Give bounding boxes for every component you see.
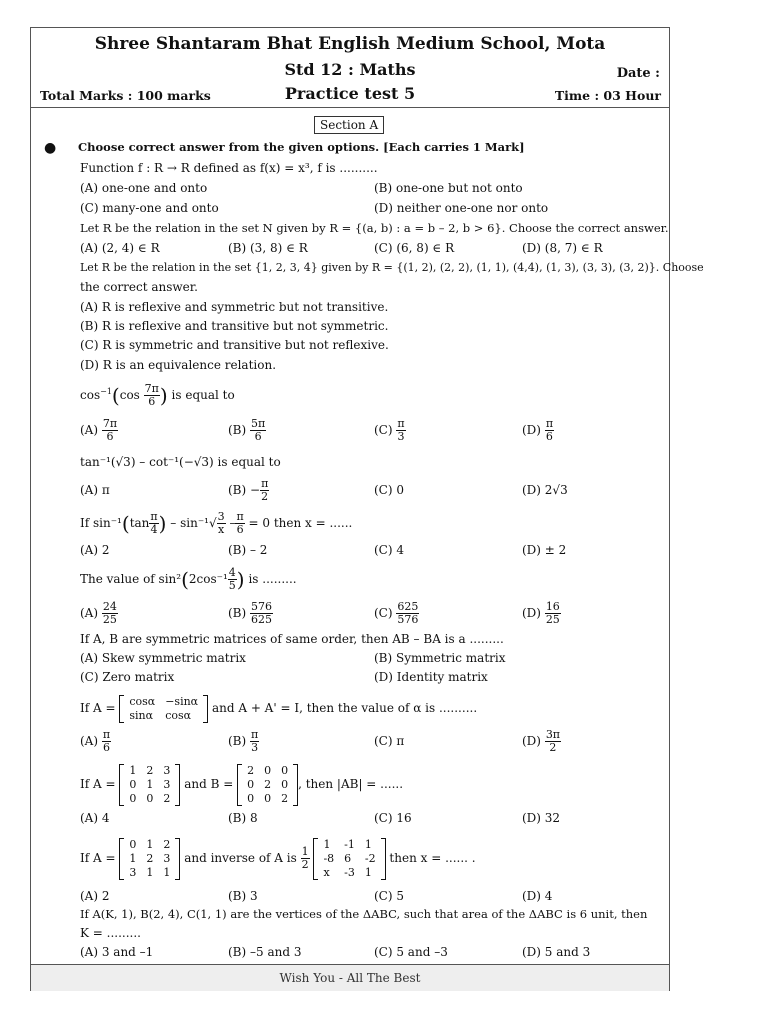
header-divider bbox=[30, 107, 670, 108]
school-name: Shree Shantaram Bhat English Medium School, Mota bbox=[94, 34, 606, 54]
bullet-icon: ● bbox=[44, 140, 57, 156]
q2-stem: Let R be the relation in the set N given by R = {(a, b) : a = b – 2, b > 6}. Choose the correct answer. bbox=[80, 221, 669, 235]
q1-stem: Function f : R → R defined as f(x) = x³, f is .......... bbox=[80, 161, 378, 175]
q10-option-d: (D) 32 bbox=[522, 811, 561, 825]
q5-stem: tan⁻¹(√3) – cot⁻¹(−√3) is equal to bbox=[80, 455, 281, 469]
q11-option-d: (D) 4 bbox=[522, 889, 553, 903]
q7-option-d: (D) $\frac{16}{25}$ bbox=[522, 600, 560, 626]
q10-stem: If A = 1 2 3 0 1 3 0 0 2 and B = 2 0 0 0 2 0 0 0 2 , then |AB| = ...... bbox=[80, 763, 404, 805]
q9-option-c: (C) π bbox=[374, 734, 405, 748]
q1-option-d: (D) neither one-one nor onto bbox=[374, 201, 549, 215]
q5-option-c: (C) 0 bbox=[374, 483, 404, 497]
section-label: Section A bbox=[314, 116, 384, 134]
q12-stem-line2: K = ......... bbox=[80, 926, 141, 940]
time-duration: Time : 03 Hour bbox=[554, 88, 661, 103]
q10-matrix-b: 2 0 0 0 2 0 0 0 2 bbox=[237, 764, 298, 806]
q1-option-c: (C) many-one and onto bbox=[80, 201, 219, 215]
q7-option-c: (C) $\frac{625}{576}$ bbox=[374, 600, 419, 626]
q12-stem-line1: If A(K, 1), B(2, 4), C(1, 1) are the vertices of the ΔABC, such that area of the ΔABC is 6 unit, then bbox=[80, 907, 648, 921]
q8-option-c: (C) Zero matrix bbox=[80, 670, 175, 684]
q10-option-b: (B) 8 bbox=[228, 811, 258, 825]
date-label: Date : bbox=[616, 66, 660, 81]
q7-stem: The value of sin²(2cos⁻¹ $\frac{4}{5}$ ) is ......... bbox=[80, 566, 297, 592]
q11-matrix-inverse: 1 -1 1 -8 6 -2 x -3 1 bbox=[313, 838, 385, 880]
q11-stem: If A = 0 1 2 1 2 3 3 1 1 and inverse of A is $\frac{1}{2}$ 1 -1 1 -8 6 -2 x -3 1 then x = ...... . bbox=[80, 837, 476, 879]
q3-option-c: (C) R is symmetric and transitive but not reflexive. bbox=[80, 338, 389, 352]
q11-option-c: (C) 5 bbox=[374, 889, 404, 903]
q9-option-a: (A) $\frac{\pi}{6}$ bbox=[80, 728, 111, 754]
q4-option-b: (B) $\frac{5\pi}{6}$ bbox=[228, 417, 266, 443]
q2-option-d: (D) (8, 7) ∈ R bbox=[522, 241, 603, 255]
q3-option-d: (D) R is an equivalence relation. bbox=[80, 358, 277, 372]
q8-option-a: (A) Skew symmetric matrix bbox=[80, 651, 246, 665]
q2-option-c: (C) (6, 8) ∈ R bbox=[374, 241, 455, 255]
q1-option-a: (A) one-one and onto bbox=[80, 181, 208, 195]
q8-option-d: (D) Identity matrix bbox=[374, 670, 488, 684]
q10-matrix-a: 1 2 3 0 1 3 0 0 2 bbox=[119, 764, 180, 806]
q5-option-a: (A) π bbox=[80, 483, 110, 497]
q5-option-d: (D) 2√3 bbox=[522, 483, 568, 497]
q11-option-a: (A) 2 bbox=[80, 889, 110, 903]
q6-option-c: (C) 4 bbox=[374, 543, 404, 557]
q9-option-d: (D) $\frac{3\pi}{2}$ bbox=[522, 728, 561, 754]
q3-stem-line1: Let R be the relation in the set {1, 2, 3, 4} given by R = {(1, 2), (2, 2), (1, 1), (4,4), (1, 3), (3, 3), (3, 2)}. Choose bbox=[80, 261, 704, 274]
q12-option-a: (A) 3 and –1 bbox=[80, 945, 154, 959]
instruction: Choose correct answer from the given options. [Each carries 1 Mark] bbox=[78, 140, 525, 154]
q6-option-d: (D) ± 2 bbox=[522, 543, 567, 557]
q4-option-d: (D) $\frac{\pi}{6}$ bbox=[522, 417, 554, 443]
q10-option-a: (A) 4 bbox=[80, 811, 110, 825]
q11-matrix-a: 0 1 2 1 2 3 3 1 1 bbox=[119, 838, 180, 880]
q2-option-b: (B) (3, 8) ∈ R bbox=[228, 241, 308, 255]
q8-option-b: (B) Symmetric matrix bbox=[374, 651, 506, 665]
q12-option-b: (B) –5 and 3 bbox=[228, 945, 302, 959]
q12-option-c: (C) 5 and –3 bbox=[374, 945, 448, 959]
q12-option-d: (D) 5 and 3 bbox=[522, 945, 591, 959]
q9-option-b: (B) $\frac{\pi}{3}$ bbox=[228, 728, 259, 754]
q8-stem: If A, B are symmetric matrices of same order, then AB – BA is a ......... bbox=[80, 632, 504, 646]
total-marks: Total Marks : 100 marks bbox=[40, 88, 211, 103]
q4-stem: $\cos^{-1}(\cos$ $\frac{7\pi}{6}$ ) is equal to bbox=[80, 382, 235, 408]
q11-option-b: (B) 3 bbox=[228, 889, 258, 903]
q3-option-a: (A) R is reflexive and symmetric but not transitive. bbox=[80, 300, 389, 314]
q6-stem: If sin⁻¹(tan $\frac{\pi}{4}$ ) – sin⁻¹√ $\frac{3}{x}$ – $\frac{\pi}{6}$ = 0 then x = ...... bbox=[80, 510, 353, 536]
q5-option-b: (B) − $\frac{\pi}{2}$ bbox=[228, 477, 269, 503]
q3-option-b: (B) R is reflexive and transitive but not symmetric. bbox=[80, 319, 389, 333]
q10-option-c: (C) 16 bbox=[374, 811, 412, 825]
q2-option-a: (A) (2, 4) ∈ R bbox=[80, 241, 160, 255]
test-title: Practice test 5 bbox=[284, 84, 416, 103]
q7-option-a: (A) $\frac{24}{25}$ bbox=[80, 600, 117, 626]
q1-option-b: (B) one-one but not onto bbox=[374, 181, 523, 195]
q7-option-b: (B) $\frac{576}{625}$ bbox=[228, 600, 273, 626]
q3-stem-line2: the correct answer. bbox=[80, 280, 198, 294]
q6-option-b: (B) – 2 bbox=[228, 543, 268, 557]
q6-option-a: (A) 2 bbox=[80, 543, 110, 557]
q4-option-a: (A) $\frac{7\pi}{6}$ bbox=[80, 417, 118, 443]
q9-stem: If A = cosα −sinα sinα cosα and A + A' = I, then the value of α is .......... bbox=[80, 694, 478, 722]
footer-message: Wish You - All The Best bbox=[31, 964, 669, 991]
standard-subject: Std 12 : Maths bbox=[284, 60, 416, 79]
q4-option-c: (C) $\frac{\pi}{3}$ bbox=[374, 417, 405, 443]
q9-matrix: cosα −sinα sinα cosα bbox=[119, 695, 208, 723]
